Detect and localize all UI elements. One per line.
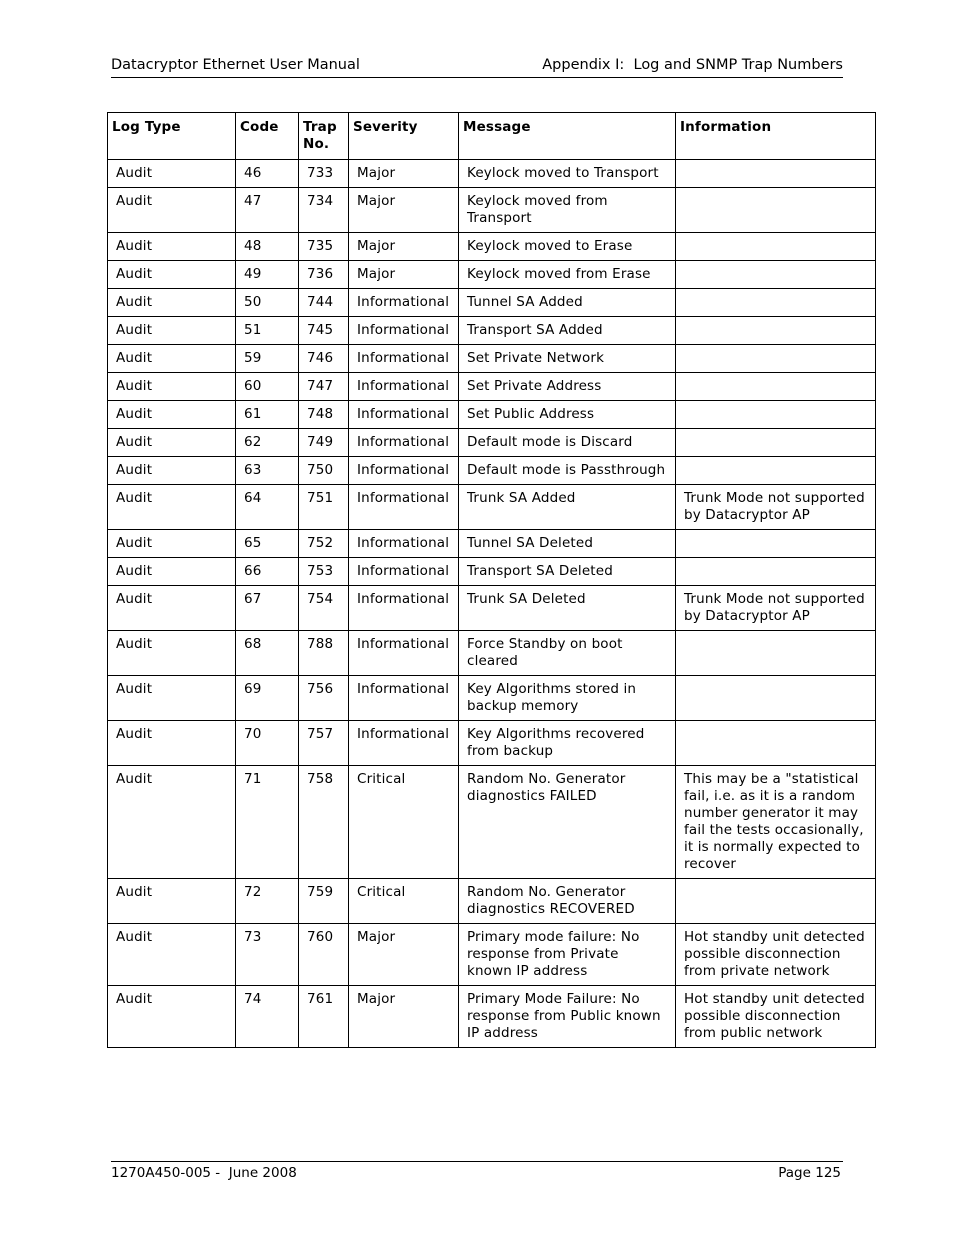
column-header-information: Information xyxy=(676,113,876,160)
cell-code: 69 xyxy=(236,676,299,721)
table-row xyxy=(108,879,876,924)
column-header-log-type: Log Type xyxy=(108,113,236,160)
table-row xyxy=(108,401,876,429)
cell-trap-no: 735 xyxy=(299,233,349,261)
manual-title: Datacryptor Ethernet User Manual xyxy=(111,57,360,73)
cell-code: 63 xyxy=(236,457,299,485)
cell-message: Primary Mode Failure: No response from Public known IP address xyxy=(459,986,676,1048)
cell-trap-no: 756 xyxy=(299,676,349,721)
cell-message: Random No. Generator diagnostics FAILED xyxy=(459,766,676,879)
cell-severity: Informational xyxy=(349,317,459,345)
table-row xyxy=(108,457,876,485)
cell-log-type: Audit xyxy=(108,373,236,401)
cell-log-type: Audit xyxy=(108,924,236,986)
cell-code: 60 xyxy=(236,373,299,401)
cell-message: Set Public Address xyxy=(459,401,676,429)
cell-severity: Informational xyxy=(349,401,459,429)
cell-information xyxy=(676,457,876,485)
cell-code: 65 xyxy=(236,530,299,558)
page-header xyxy=(111,56,843,78)
cell-trap-no: 733 xyxy=(299,160,349,188)
cell-log-type: Audit xyxy=(108,261,236,289)
cell-message: Trunk SA Added xyxy=(459,485,676,530)
cell-information xyxy=(676,879,876,924)
cell-log-type: Audit xyxy=(108,530,236,558)
cell-message: Random No. Generator diagnostics RECOVERED xyxy=(459,879,676,924)
table-row xyxy=(108,317,876,345)
cell-information xyxy=(676,289,876,317)
cell-code: 47 xyxy=(236,188,299,233)
cell-trap-no: 761 xyxy=(299,986,349,1048)
cell-severity: Informational xyxy=(349,289,459,317)
cell-severity: Informational xyxy=(349,586,459,631)
document-number: 1270A450-005 - June 2008 xyxy=(111,1165,297,1181)
table-row xyxy=(108,188,876,233)
cell-message: Tunnel SA Deleted xyxy=(459,530,676,558)
cell-severity: Informational xyxy=(349,530,459,558)
cell-log-type: Audit xyxy=(108,401,236,429)
cell-code: 64 xyxy=(236,485,299,530)
cell-information: Hot standby unit detected possible disconnection from private network xyxy=(676,924,876,986)
table-row xyxy=(108,429,876,457)
cell-trap-no: 752 xyxy=(299,530,349,558)
cell-information xyxy=(676,530,876,558)
cell-log-type: Audit xyxy=(108,345,236,373)
cell-message: Default mode is Passthrough xyxy=(459,457,676,485)
cell-code: 61 xyxy=(236,401,299,429)
cell-code: 73 xyxy=(236,924,299,986)
column-header-message: Message xyxy=(459,113,676,160)
cell-code: 62 xyxy=(236,429,299,457)
cell-trap-no: 754 xyxy=(299,586,349,631)
cell-information xyxy=(676,631,876,676)
cell-trap-no: 759 xyxy=(299,879,349,924)
cell-trap-no: 788 xyxy=(299,631,349,676)
cell-code: 59 xyxy=(236,345,299,373)
cell-code: 49 xyxy=(236,261,299,289)
cell-message: Key Algorithms stored in backup memory xyxy=(459,676,676,721)
cell-severity: Informational xyxy=(349,485,459,530)
cell-code: 66 xyxy=(236,558,299,586)
cell-trap-no: 757 xyxy=(299,721,349,766)
cell-code: 46 xyxy=(236,160,299,188)
cell-severity: Informational xyxy=(349,558,459,586)
cell-information xyxy=(676,160,876,188)
cell-trap-no: 760 xyxy=(299,924,349,986)
cell-log-type: Audit xyxy=(108,986,236,1048)
cell-message: Transport SA Deleted xyxy=(459,558,676,586)
table-row xyxy=(108,345,876,373)
cell-code: 72 xyxy=(236,879,299,924)
cell-trap-no: 751 xyxy=(299,485,349,530)
cell-severity: Critical xyxy=(349,879,459,924)
cell-trap-no: 748 xyxy=(299,401,349,429)
cell-message: Key Algorithms recovered from backup xyxy=(459,721,676,766)
cell-information xyxy=(676,188,876,233)
column-header-severity: Severity xyxy=(349,113,459,160)
cell-code: 51 xyxy=(236,317,299,345)
cell-information xyxy=(676,429,876,457)
cell-log-type: Audit xyxy=(108,485,236,530)
cell-log-type: Audit xyxy=(108,289,236,317)
cell-trap-no: 746 xyxy=(299,345,349,373)
table-row xyxy=(108,721,876,766)
table-row xyxy=(108,924,876,986)
cell-message: Keylock moved from Transport xyxy=(459,188,676,233)
cell-log-type: Audit xyxy=(108,188,236,233)
cell-severity: Critical xyxy=(349,766,459,879)
cell-code: 48 xyxy=(236,233,299,261)
page-number: Page 125 xyxy=(778,1165,841,1181)
cell-log-type: Audit xyxy=(108,586,236,631)
cell-severity: Informational xyxy=(349,721,459,766)
table-row xyxy=(108,530,876,558)
cell-trap-no: 736 xyxy=(299,261,349,289)
cell-message: Keylock moved from Erase xyxy=(459,261,676,289)
cell-code: 68 xyxy=(236,631,299,676)
cell-information xyxy=(676,676,876,721)
table-row xyxy=(108,586,876,631)
cell-message: Set Private Address xyxy=(459,373,676,401)
table-row xyxy=(108,766,876,879)
cell-code: 50 xyxy=(236,289,299,317)
cell-log-type: Audit xyxy=(108,631,236,676)
cell-log-type: Audit xyxy=(108,429,236,457)
cell-information xyxy=(676,261,876,289)
cell-message: Trunk SA Deleted xyxy=(459,586,676,631)
cell-code: 70 xyxy=(236,721,299,766)
column-header-code: Code xyxy=(236,113,299,160)
cell-message: Primary mode failure: No response from Private known IP address xyxy=(459,924,676,986)
cell-severity: Informational xyxy=(349,631,459,676)
cell-severity: Informational xyxy=(349,676,459,721)
cell-message: Keylock moved to Transport xyxy=(459,160,676,188)
cell-information xyxy=(676,345,876,373)
cell-severity: Major xyxy=(349,188,459,233)
cell-information xyxy=(676,721,876,766)
cell-severity: Informational xyxy=(349,345,459,373)
table-row xyxy=(108,160,876,188)
cell-trap-no: 750 xyxy=(299,457,349,485)
table-row xyxy=(108,676,876,721)
cell-severity: Informational xyxy=(349,457,459,485)
cell-log-type: Audit xyxy=(108,317,236,345)
table-row xyxy=(108,261,876,289)
cell-severity: Major xyxy=(349,233,459,261)
cell-message: Set Private Network xyxy=(459,345,676,373)
table-header-row xyxy=(108,113,876,160)
cell-log-type: Audit xyxy=(108,766,236,879)
cell-log-type: Audit xyxy=(108,558,236,586)
cell-information xyxy=(676,401,876,429)
cell-information: Trunk Mode not supported by Datacryptor AP xyxy=(676,586,876,631)
cell-trap-no: 744 xyxy=(299,289,349,317)
table-row xyxy=(108,558,876,586)
cell-log-type: Audit xyxy=(108,457,236,485)
cell-severity: Major xyxy=(349,261,459,289)
cell-trap-no: 749 xyxy=(299,429,349,457)
cell-severity: Major xyxy=(349,986,459,1048)
cell-severity: Informational xyxy=(349,429,459,457)
cell-message: Transport SA Added xyxy=(459,317,676,345)
cell-information xyxy=(676,233,876,261)
table-row xyxy=(108,373,876,401)
cell-information xyxy=(676,558,876,586)
cell-information xyxy=(676,317,876,345)
cell-log-type: Audit xyxy=(108,721,236,766)
table-body xyxy=(108,160,876,1048)
page-footer xyxy=(111,1161,843,1181)
table-row xyxy=(108,233,876,261)
cell-message: Keylock moved to Erase xyxy=(459,233,676,261)
cell-message: Tunnel SA Added xyxy=(459,289,676,317)
cell-information: Trunk Mode not supported by Datacryptor AP xyxy=(676,485,876,530)
cell-trap-no: 758 xyxy=(299,766,349,879)
table-row xyxy=(108,289,876,317)
table-row xyxy=(108,485,876,530)
cell-severity: Informational xyxy=(349,373,459,401)
cell-information: Hot standby unit detected possible disconnection from public network xyxy=(676,986,876,1048)
cell-trap-no: 753 xyxy=(299,558,349,586)
cell-information xyxy=(676,373,876,401)
cell-code: 74 xyxy=(236,986,299,1048)
cell-log-type: Audit xyxy=(108,676,236,721)
cell-message: Default mode is Discard xyxy=(459,429,676,457)
cell-trap-no: 747 xyxy=(299,373,349,401)
cell-log-type: Audit xyxy=(108,879,236,924)
cell-severity: Major xyxy=(349,924,459,986)
cell-log-type: Audit xyxy=(108,160,236,188)
table-row xyxy=(108,986,876,1048)
cell-log-type: Audit xyxy=(108,233,236,261)
cell-trap-no: 734 xyxy=(299,188,349,233)
cell-trap-no: 745 xyxy=(299,317,349,345)
cell-severity: Major xyxy=(349,160,459,188)
cell-information: This may be a "statistical fail, i.e. as it is a random number generator it may fail the tests occasionally, it is normally expected to recover xyxy=(676,766,876,879)
log-trap-table xyxy=(107,112,876,1048)
cell-code: 71 xyxy=(236,766,299,879)
cell-code: 67 xyxy=(236,586,299,631)
table-row xyxy=(108,631,876,676)
section-title: Appendix I: Log and SNMP Trap Numbers xyxy=(542,57,843,73)
cell-message: Force Standby on boot cleared xyxy=(459,631,676,676)
column-header-trap-no: Trap No. xyxy=(299,113,349,160)
